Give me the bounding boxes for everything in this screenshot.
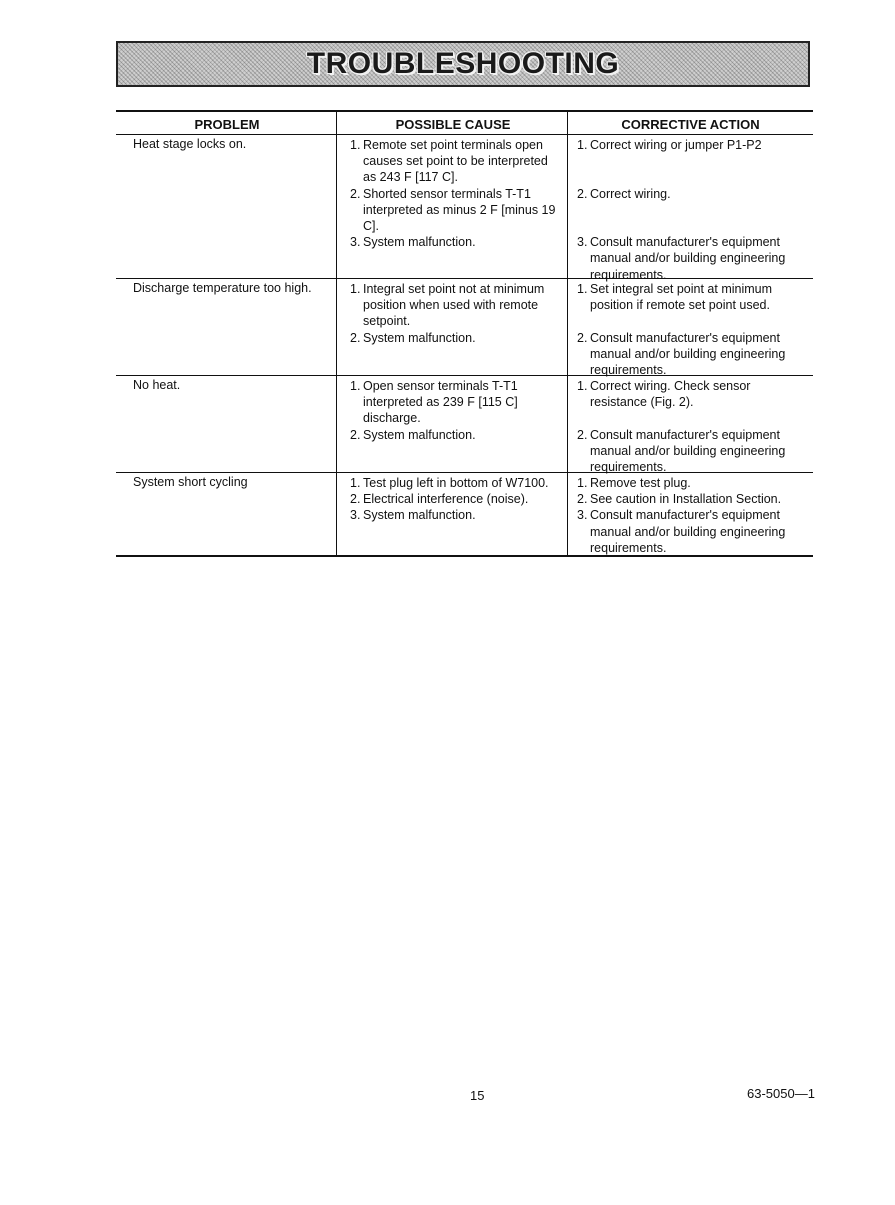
list-item: 3. Consult manufacturer's equipment manual and/or building engineering requirements.: [577, 235, 786, 282]
action-list: [577, 137, 809, 283]
cause-list: [350, 137, 564, 250]
column-divider: [336, 279, 337, 375]
column-divider: [567, 112, 568, 134]
page-title: TROUBLESHOOTING: [306, 47, 620, 80]
list-item: 1. Remove test plug.: [577, 476, 691, 490]
table-row: [116, 135, 813, 282]
list-item: 2. Correct wiring.: [577, 186, 671, 201]
list-item: 2. Consult manufacturer's equipment manual and/or building engineering requirements.: [577, 427, 786, 474]
problem-cell: Discharge temperature too high.: [133, 281, 312, 295]
cause-list: [350, 281, 564, 346]
title-banner: [116, 41, 810, 87]
list-item: 2. Electrical interference (noise).: [350, 492, 529, 507]
list-item: 1. Test plug left in bottom of W7100.: [350, 476, 549, 490]
list-item: 3. System malfunction.: [350, 235, 476, 250]
header-corrective-action: CORRECTIVE ACTION: [621, 117, 760, 132]
list-item: 3. System malfunction.: [350, 508, 476, 523]
column-divider: [567, 135, 568, 278]
table-row: [116, 376, 813, 473]
action-list: [577, 475, 809, 556]
cause-list: [350, 475, 564, 524]
column-divider: [336, 376, 337, 472]
list-item: 1. Correct wiring or jumper P1-P2: [577, 138, 762, 152]
page-number: 15: [470, 1088, 485, 1103]
list-item: 2. System malfunction.: [350, 427, 476, 442]
cause-list: [350, 378, 564, 443]
action-list: [577, 378, 809, 475]
list-item: 1. Correct wiring. Check sensor resistance (Fig. 2).: [577, 379, 751, 410]
problem-cell: Heat stage locks on.: [133, 137, 247, 151]
list-item: 1. Integral set point not at minimum position when used with remote setpoint.: [350, 282, 545, 329]
table-header: [116, 110, 813, 135]
column-divider: [336, 112, 337, 134]
list-item: 3. Consult manufacturer's equipment manual and/or building engineering requirements.: [577, 508, 786, 555]
column-divider: [567, 473, 568, 555]
action-list: [577, 281, 809, 378]
table-row: [116, 279, 813, 376]
list-item: 2. System malfunction.: [350, 330, 476, 345]
troubleshooting-table: [116, 110, 813, 557]
column-divider: [567, 376, 568, 472]
column-divider: [336, 473, 337, 555]
problem-cell: System short cycling: [133, 475, 248, 489]
header-problem: PROBLEM: [194, 117, 260, 132]
list-item: 2. See caution in Installation Section.: [577, 492, 782, 507]
list-item: 1. Remote set point terminals open causes set point to be interpreted as 243 F [117 C].: [350, 138, 548, 185]
column-divider: [567, 279, 568, 375]
list-item: 2. Shorted sensor terminals T-T1 interpreted as minus 2 F [minus 19 C].: [350, 186, 556, 233]
column-divider: [336, 135, 337, 278]
header-possible-cause: POSSIBLE CAUSE: [395, 117, 511, 132]
list-item: 2. Consult manufacturer's equipment manual and/or building engineering requirements.: [577, 330, 786, 377]
list-item: 1. Set integral set point at minimum position if remote set point used.: [577, 282, 773, 313]
list-item: 1. Open sensor terminals T-T1 interpreted as 239 F [115 C] discharge.: [350, 379, 518, 426]
table-row: [116, 473, 813, 557]
problem-cell: No heat.: [133, 378, 181, 392]
document-code: 63-5050—1: [747, 1086, 815, 1101]
